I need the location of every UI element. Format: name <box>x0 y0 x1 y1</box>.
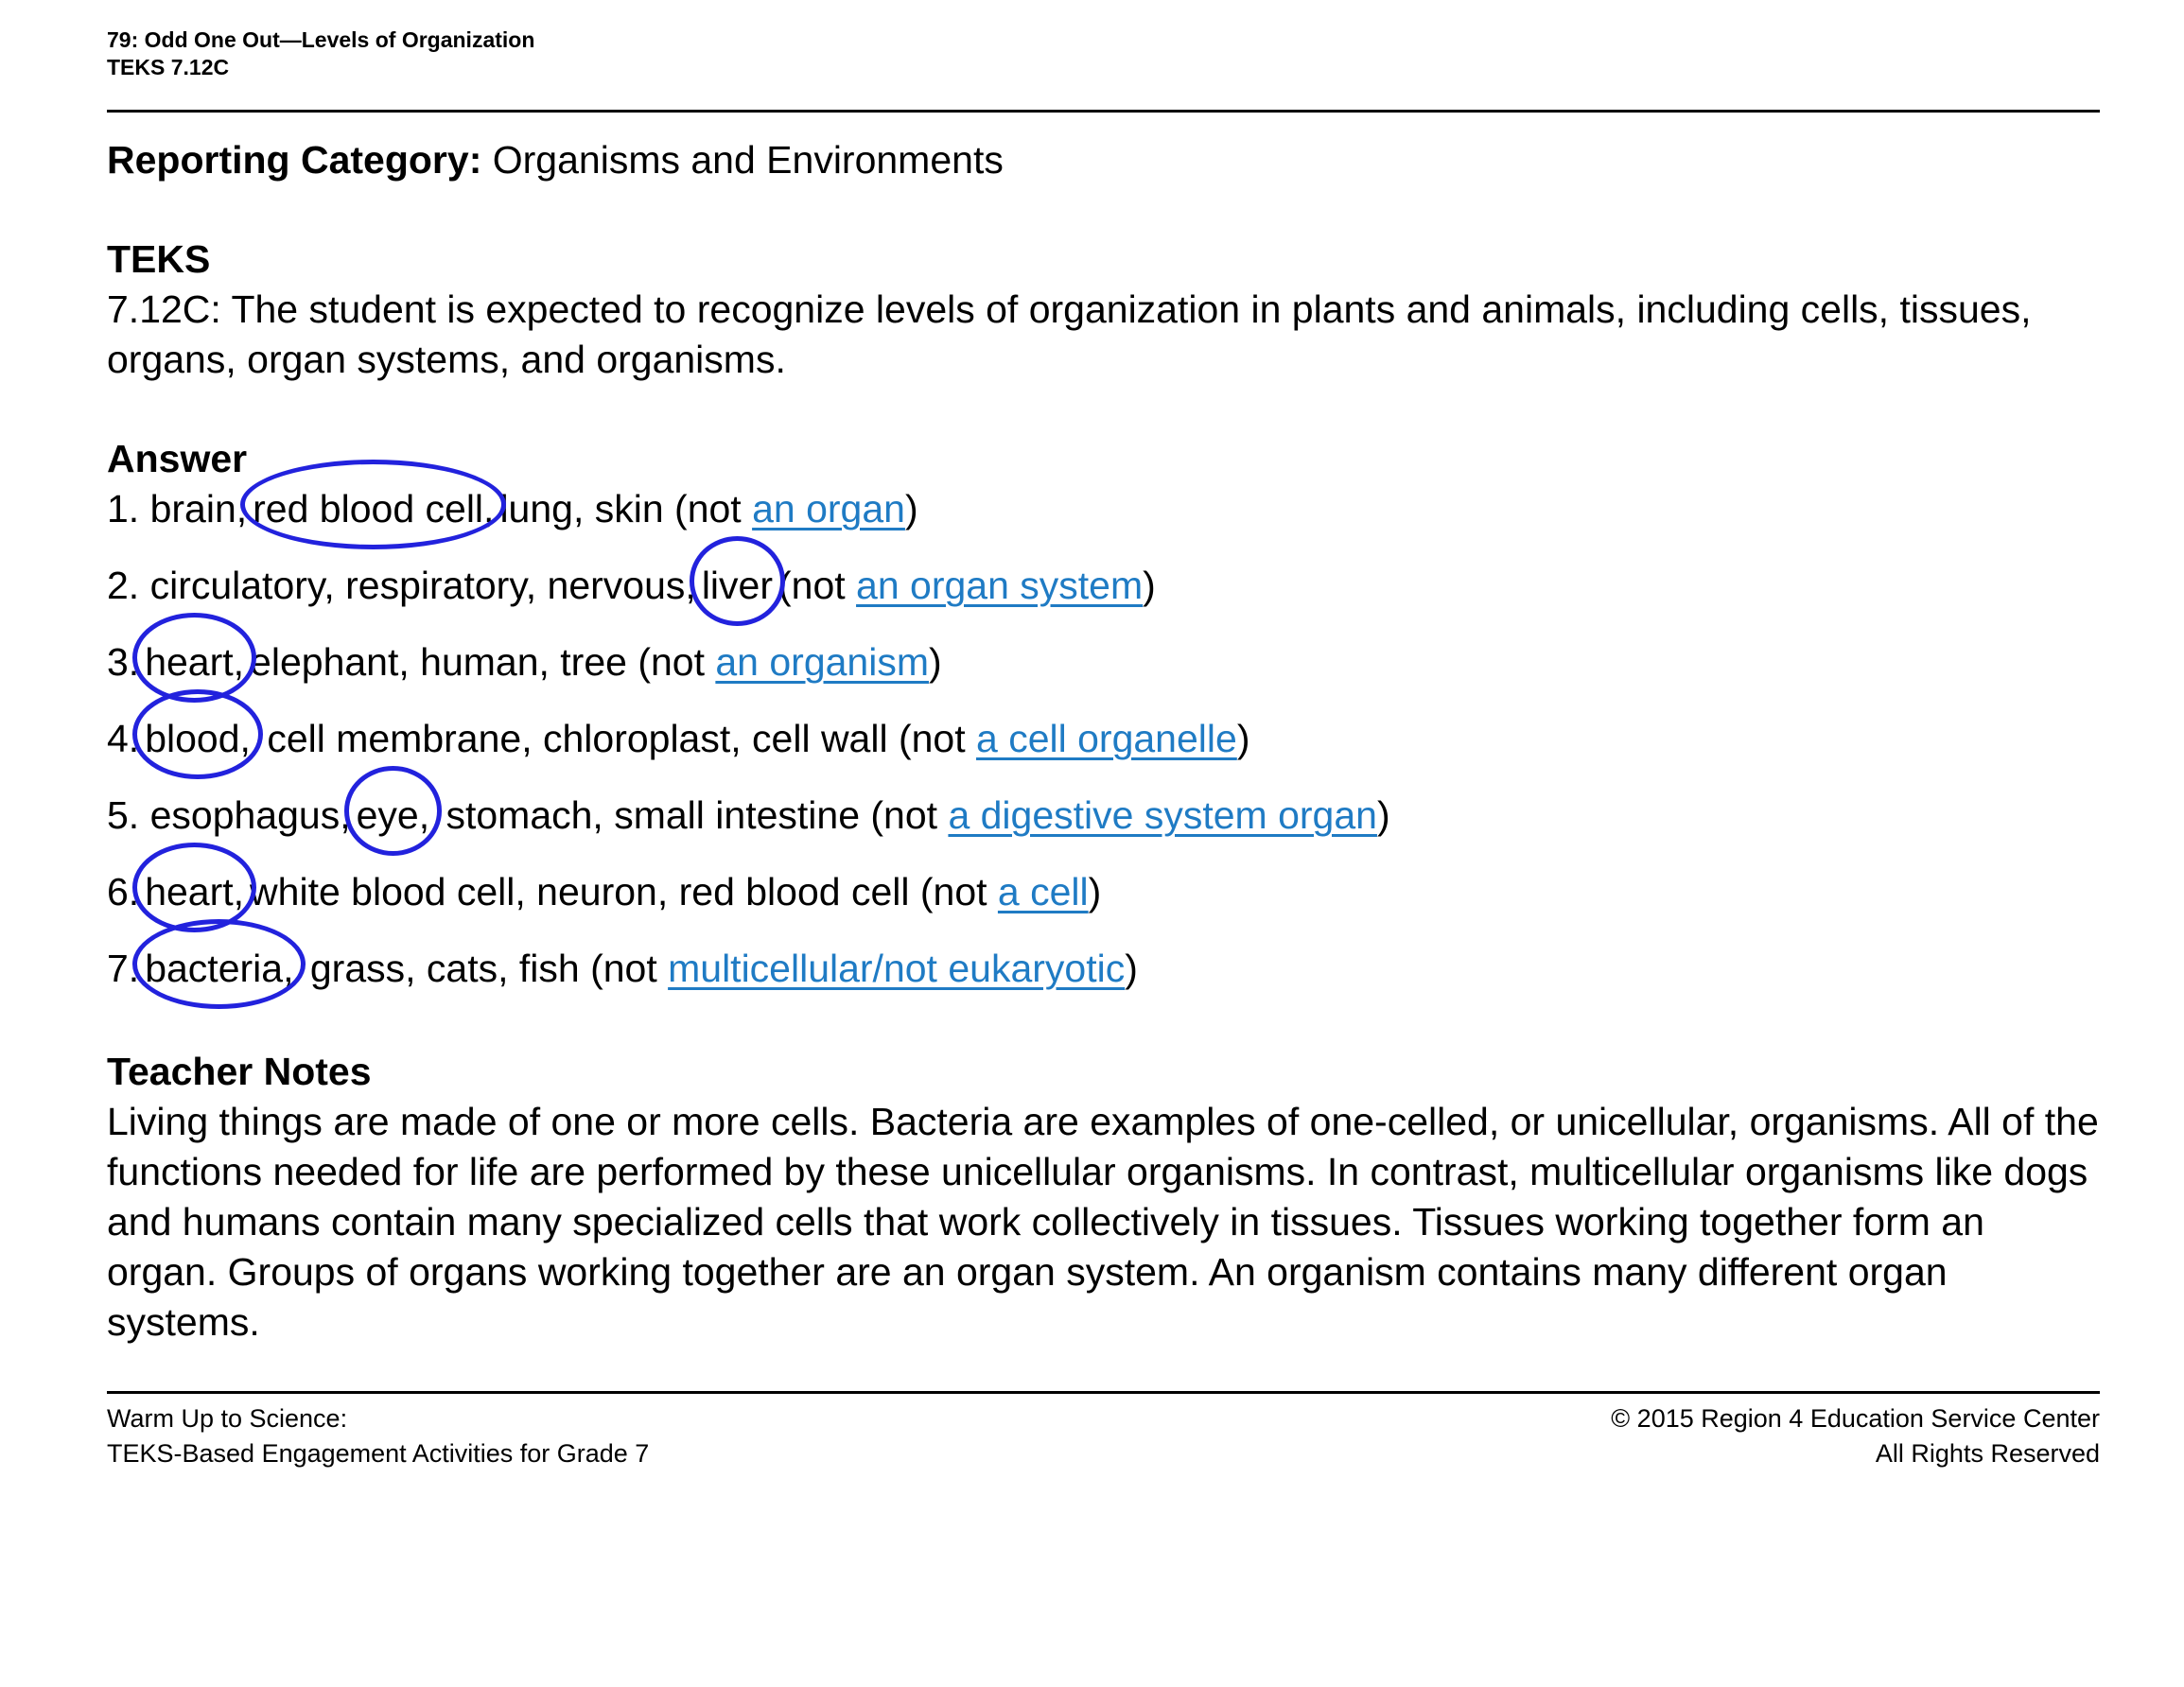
answer-item-1-mid: lung, skin (not <box>499 487 753 530</box>
answer-item-5-mid: stomach, small intestine (not <box>435 793 949 837</box>
answer-item-4 <box>107 714 2100 764</box>
answer-item-3-pre: 3. <box>107 640 140 684</box>
teks-body: 7.12C: The student is expected to recognize levels of organization in plants and animals, including cells, tissues, organs, organ systems, and organisms. <box>107 287 2032 381</box>
answer-item-5-circled-text: eye, <box>356 793 430 837</box>
footer-copyright: © 2015 Region 4 Education Service Center <box>1611 1404 2100 1433</box>
answer-item-3-mid: elephant, human, tree (not <box>250 640 716 684</box>
answer-item-6-link[interactable]: a cell <box>997 870 1089 913</box>
footer-series-title: Warm Up to Science: <box>107 1404 348 1433</box>
answer-item-5 <box>107 791 2100 841</box>
footer-left <box>107 1401 649 1471</box>
answer-item-3-circled-text: heart, <box>145 640 245 684</box>
answer-item-6 <box>107 867 2100 917</box>
footer-rights: All Rights Reserved <box>1875 1439 2100 1468</box>
answer-item-7-pre: 7. <box>107 947 140 990</box>
answer-item-3-circled-annotation <box>141 637 248 687</box>
answer-list <box>107 484 2100 994</box>
reporting-category-label: Reporting Category: <box>107 138 482 182</box>
answer-item-2-circled-annotation <box>698 561 777 611</box>
answer-item-6-post: ) <box>1088 870 1102 913</box>
teacher-notes-heading: Teacher Notes <box>107 1050 372 1093</box>
running-header-teks: TEKS 7.12C <box>107 55 230 79</box>
answer-item-7 <box>107 944 2100 994</box>
answer-item-6-mid: white blood cell, neuron, red blood cell (not <box>250 870 998 913</box>
answer-item-1 <box>107 484 2100 534</box>
answer-heading: Answer <box>107 437 248 480</box>
answer-item-4-mid: cell membrane, chloroplast, cell wall (not <box>255 717 977 760</box>
answer-item-2-pre: 2. circulatory, respiratory, nervous, <box>107 564 696 607</box>
answer-item-4-post: ) <box>1236 717 1250 760</box>
answer-item-6-circled-text: heart, <box>145 870 245 913</box>
answer-item-2-circled-text: liver <box>701 564 773 607</box>
answer-item-4-circled-annotation <box>141 714 254 764</box>
answer-item-5-post: ) <box>1376 793 1390 837</box>
answer-item-5-pre: 5. esophagus, <box>107 793 351 837</box>
answer-item-4-pre: 4. <box>107 717 140 760</box>
teacher-notes-body: Living things are made of one or more cells. Bacteria are examples of one-celled, or unicellular, organisms. All of the functions needed for life are performed by these unicellular organisms. In contrast, multicellular organisms like dogs and humans contain many specialized cells that work collectively in tissues. Tissues working together form an organ. Groups of organs working together are an organ system. An organism contains many different organ systems. <box>107 1100 2099 1344</box>
answer-item-6-circled-annotation <box>141 867 248 917</box>
answer-item-3-post: ) <box>929 640 942 684</box>
answer-item-2 <box>107 561 2100 611</box>
footer-divider <box>107 1391 2100 1394</box>
answer-item-7-post: ) <box>1125 947 1138 990</box>
answer-item-1-post: ) <box>904 487 918 530</box>
reporting-category-value: Organisms and Environments <box>492 138 1004 182</box>
reporting-category-line <box>107 135 2100 185</box>
answer-item-6-pre: 6. <box>107 870 140 913</box>
answer-item-1-circled-annotation <box>249 484 498 534</box>
answer-item-7-mid: grass, cats, fish (not <box>299 947 669 990</box>
answer-item-1-circled-text: red blood cell, <box>253 487 495 530</box>
answer-item-4-link[interactable]: a cell organelle <box>976 717 1237 760</box>
answer-item-2-post: ) <box>1143 564 1156 607</box>
footer-series-subtitle: TEKS-Based Engagement Activities for Grade 7 <box>107 1439 650 1468</box>
answer-item-2-mid: (not <box>778 564 857 607</box>
header-divider <box>107 110 2100 113</box>
running-header-title: 79: Odd One Out—Levels of Organization <box>107 27 535 52</box>
answer-item-3-link[interactable]: an organism <box>715 640 929 684</box>
teks-heading: TEKS <box>107 237 211 281</box>
answer-item-2-link[interactable]: an organ system <box>856 564 1144 607</box>
answer-item-3 <box>107 637 2100 687</box>
answer-item-1-link[interactable]: an organ <box>752 487 905 530</box>
answer-item-5-circled-annotation <box>353 791 434 841</box>
answer-item-5-link[interactable]: a digestive system organ <box>948 793 1377 837</box>
running-header <box>107 26 2100 81</box>
answer-item-7-link[interactable]: multicellular/not eukaryotic <box>668 947 1126 990</box>
answer-item-1-pre: 1. brain, <box>107 487 248 530</box>
answer-item-7-circled-text: bacteria, <box>145 947 294 990</box>
answer-item-4-circled-text: blood, <box>145 717 251 760</box>
page-footer <box>107 1401 2100 1471</box>
answer-item-7-circled-annotation <box>141 944 297 994</box>
footer-right <box>1611 1401 2100 1471</box>
